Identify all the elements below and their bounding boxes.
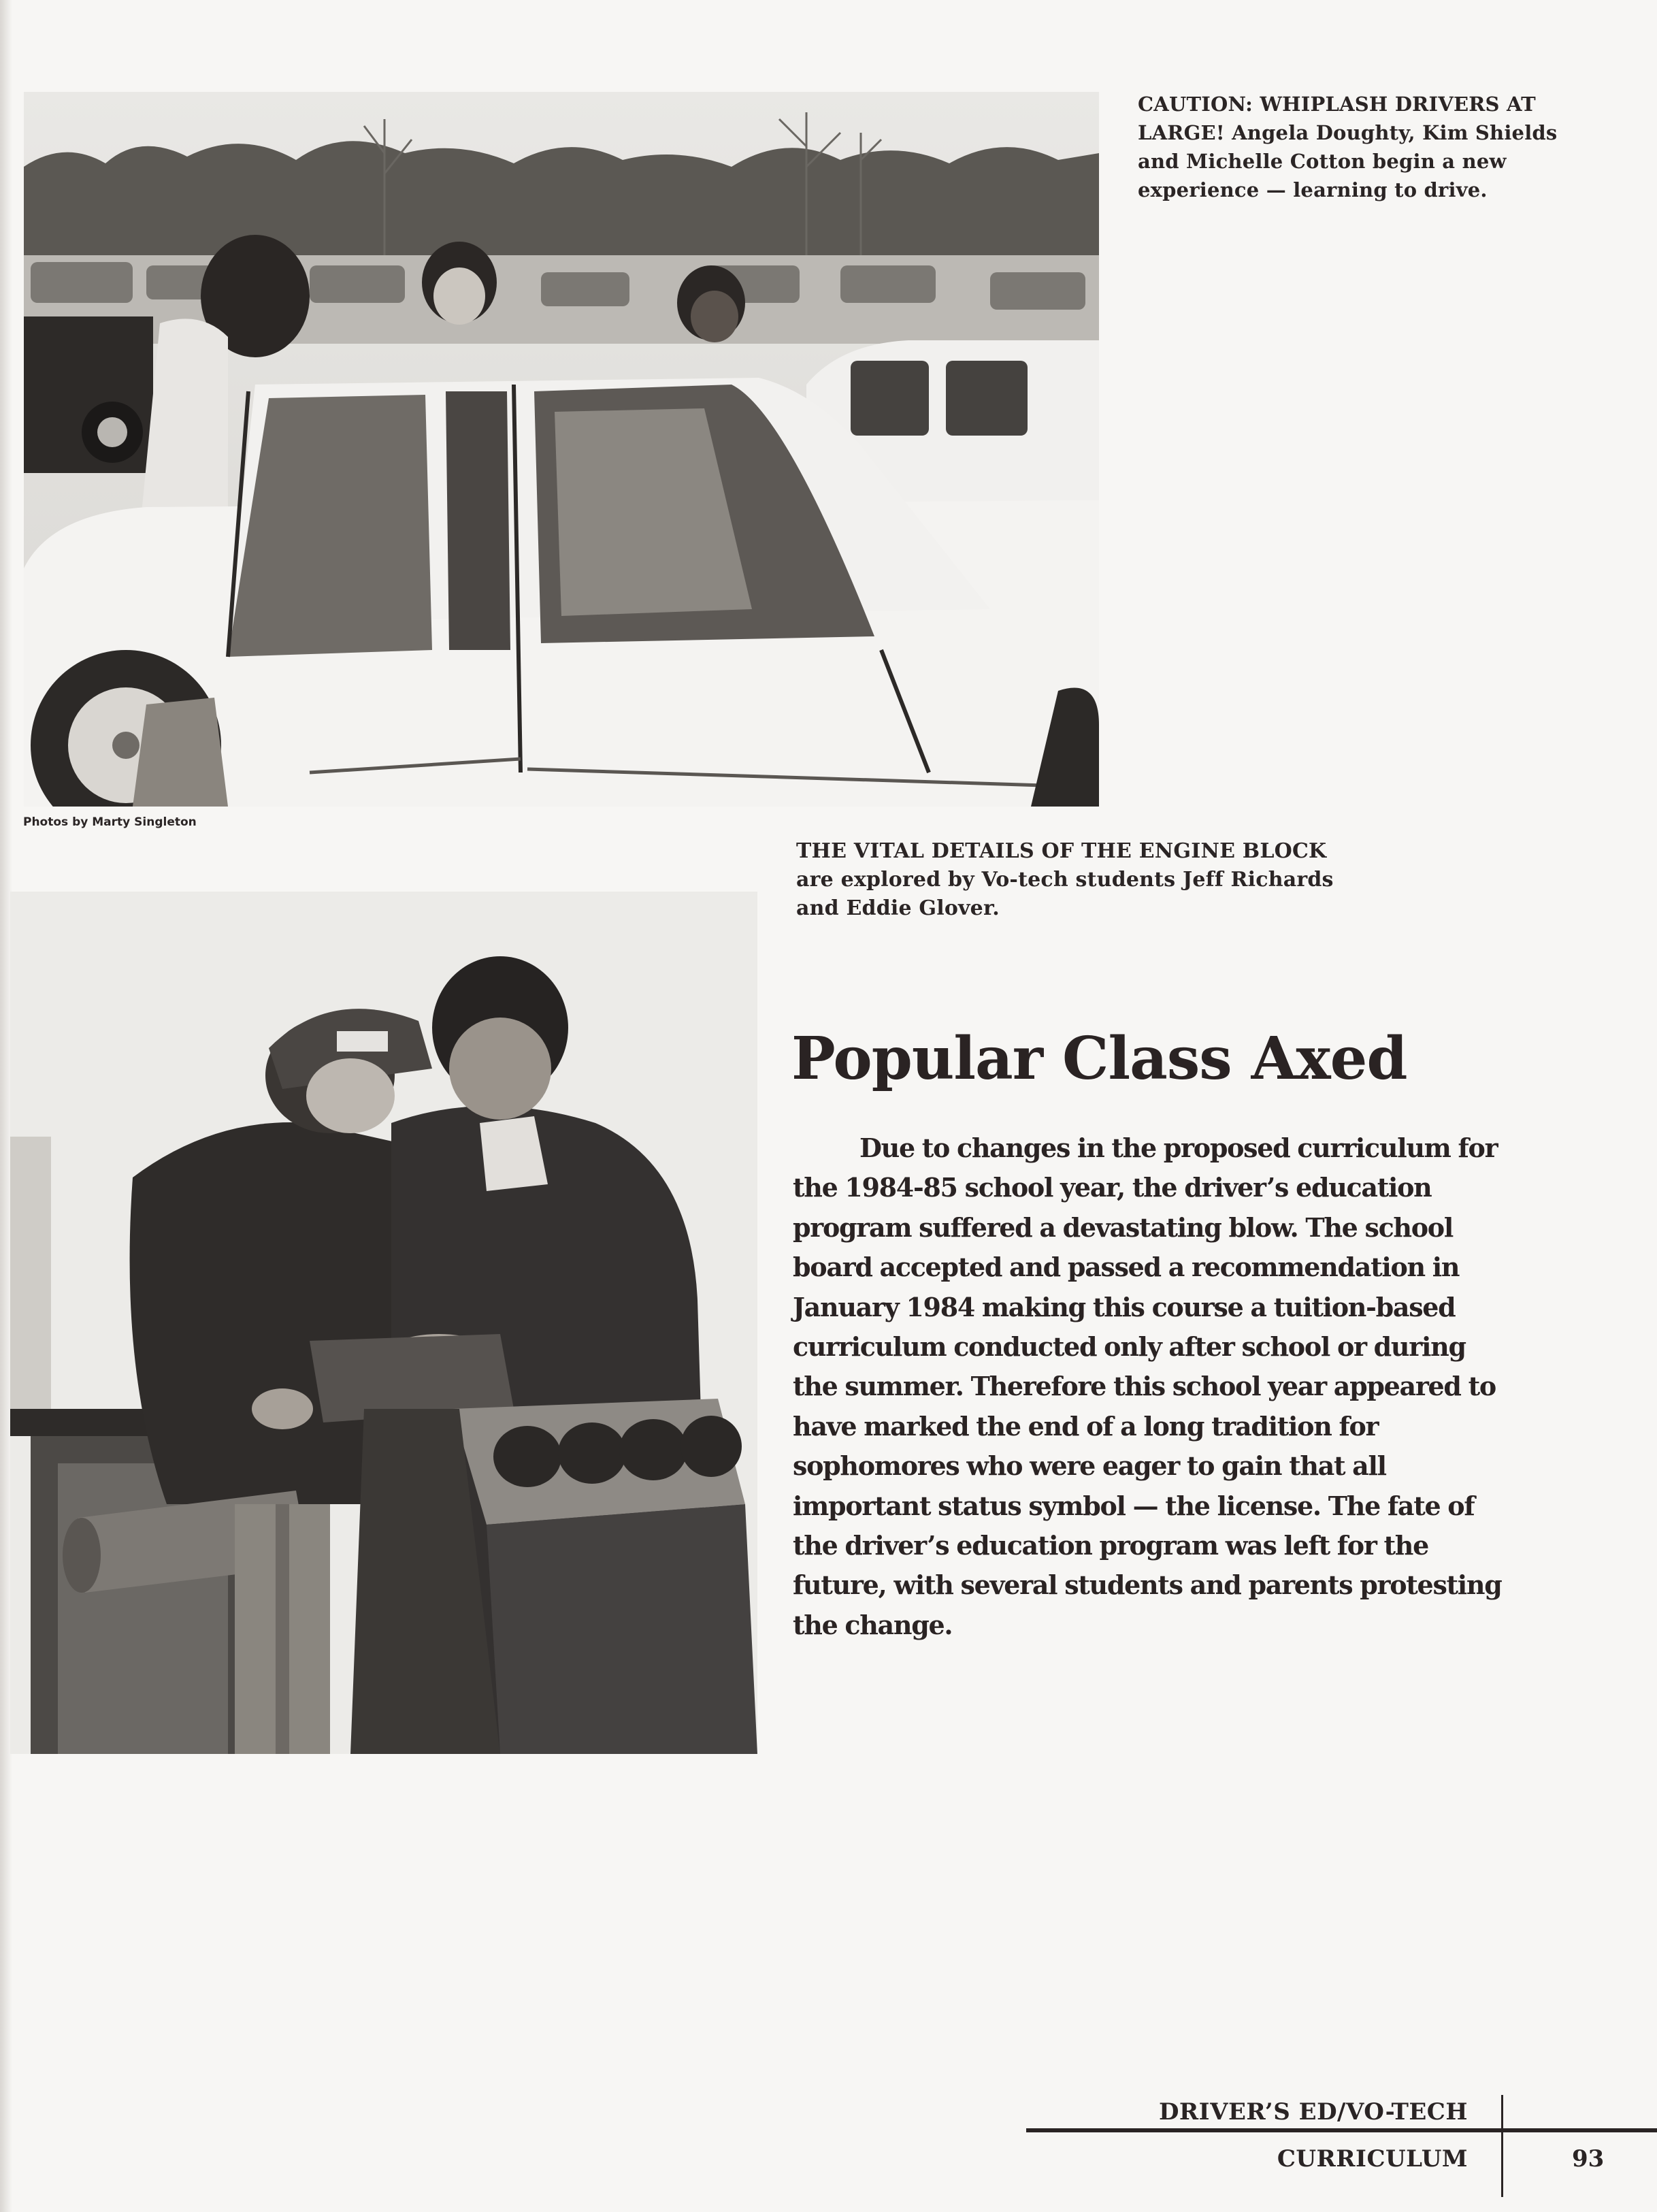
article-line: board accepted and passed a recommendation in	[793, 1252, 1460, 1283]
article-headline: Popular Class Axed	[791, 1024, 1407, 1093]
article-line: the change.	[793, 1609, 953, 1640]
car-photo	[24, 92, 1099, 807]
article-line: program suffered a devastating blow. The school	[793, 1211, 1453, 1243]
article-line: January 1984 making this course a tuition-based	[793, 1291, 1456, 1322]
engine-photo	[10, 892, 757, 1754]
article-line: sophomores who were eager to gain that all	[793, 1450, 1386, 1482]
car-photo-caption	[1138, 90, 1587, 204]
car-photo-illustration	[24, 92, 1099, 807]
article-line: the summer. Therefore this school year appeared to	[793, 1371, 1496, 1402]
footer-divider	[1501, 2095, 1503, 2197]
article-line: have marked the end of a long tradition for	[793, 1410, 1379, 1442]
footer-section-subtitle: CURRICULUM	[1277, 2145, 1468, 2173]
article-line: future, with several students and parents protesting	[793, 1569, 1502, 1601]
page-number: 93	[1572, 2145, 1605, 2173]
footer-section-title: DRIVER’S ED/VO-TECH	[1158, 2098, 1468, 2126]
article-line: the driver’s education program was left for the	[793, 1530, 1428, 1561]
engine-photo-illustration	[10, 892, 757, 1754]
article-line: important status symbol — the license. The fate of	[793, 1490, 1475, 1521]
car-caption-text: Angela Doughty, Kim Shields and Michelle Cotton begin a new experience — learning to drive.	[1138, 121, 1558, 201]
car-caption-lead: CAUTION: WHIPLASH DRIVERS AT LARGE!	[1138, 93, 1536, 144]
footer-rule	[1026, 2128, 1657, 2132]
article-line: the 1984-85 school year, the driver’s education	[793, 1172, 1432, 1203]
engine-caption-lead: THE VITAL DETAILS OF THE ENGINE BLOCK	[796, 839, 1327, 863]
engine-caption-text: are explored by Vo-tech students Jeff Richards and Eddie Glover.	[796, 868, 1334, 920]
article-line: curriculum conducted only after school or during	[793, 1331, 1466, 1363]
engine-photo-caption	[796, 837, 1361, 923]
photo-credit: Photos by Marty Singleton	[23, 815, 197, 829]
article-body	[793, 1128, 1582, 1645]
article-line: Due to changes in the proposed curriculum for	[859, 1133, 1498, 1163]
